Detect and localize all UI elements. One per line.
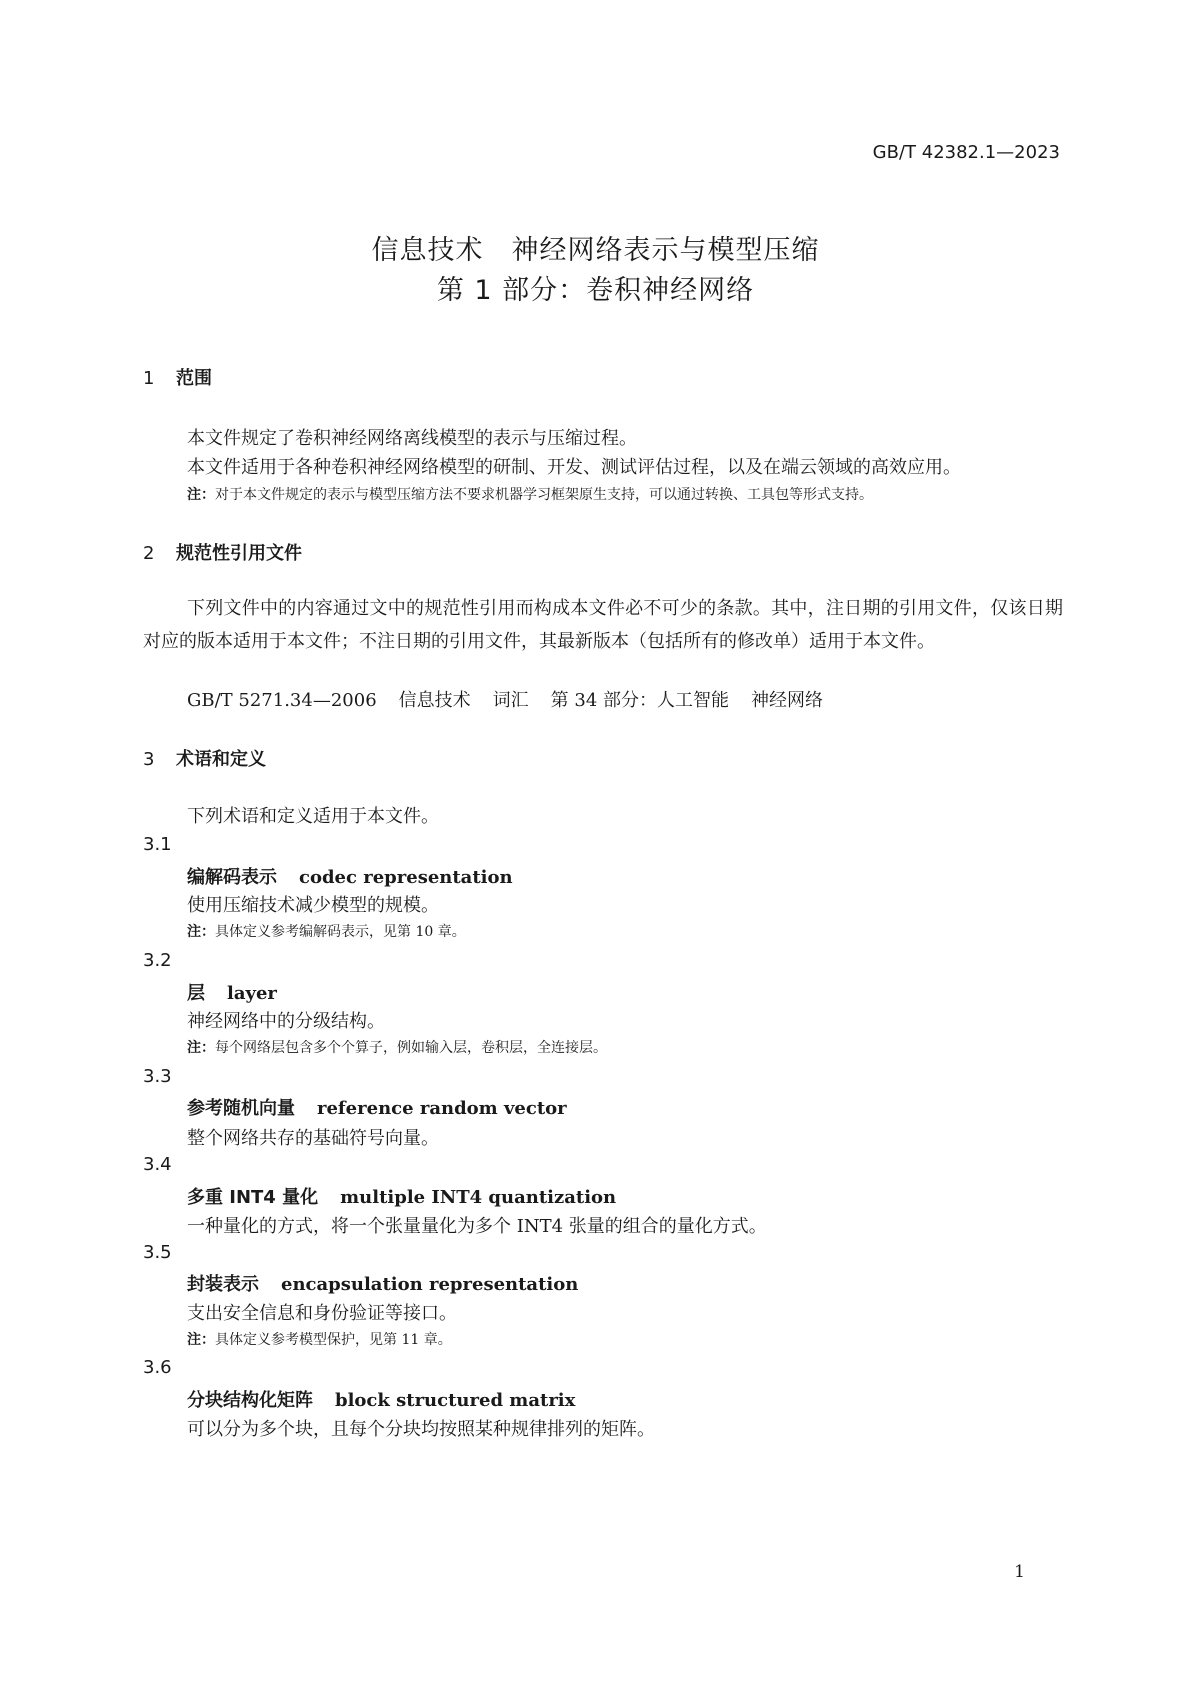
term-heading [187,1270,578,1296]
term-zh: 层 [187,983,205,1004]
paragraph: 下列文件中的内容通过文中的规范性引用而构成本文件必不可少的条款。其中，注日期的引用文件，仅该日期对应的版本适用于本文件；不注日期的引用文件，其最新版本（包括所有的修改单）适用于本文件。 [143,598,1063,652]
note [187,1037,607,1057]
reference-title-part: 第 34 部分：人工智能 [550,690,730,711]
term-heading [187,979,277,1005]
term-definition: 一种量化的方式，将一个张量量化为多个 INT4 张量的组合的量化方式。 [187,1216,767,1237]
term-en: reference random vector [317,1098,567,1119]
section-title: 术语和定义 [176,749,266,770]
term-definition: 神经网络中的分级结构。 [187,1011,385,1032]
note-label: 注： [187,1040,215,1056]
term-zh: 分块结构化矩阵 [187,1390,313,1411]
section-1-heading [143,364,212,390]
section-number: 2 [143,543,155,564]
term-definition: 支出安全信息和身份验证等接口。 [187,1303,457,1324]
reference-title-part: 词汇 [492,690,529,711]
term-definition: 使用压缩技术减少模型的规模。 [187,895,439,916]
term-number: 3.2 [143,950,172,971]
term-en: encapsulation representation [281,1274,579,1295]
term-heading [187,863,513,889]
note-label: 注： [187,1332,215,1348]
term-en: layer [227,983,277,1004]
term-definition: 可以分为多个块，且每个分块均按照某种规律排列的矩阵。 [187,1419,655,1440]
term-heading [187,1386,575,1412]
note-label: 注： [187,487,215,503]
paragraph: 下列术语和定义适用于本文件。 [187,806,439,827]
section-number: 1 [143,368,155,389]
term-zh: 参考随机向量 [187,1098,295,1119]
term-number: 3.1 [143,834,172,855]
page-number: 1 [1014,1562,1025,1582]
standard-code: GB/T 42382.1—2023 [872,142,1060,163]
term-number: 3.3 [143,1066,172,1087]
note-text: 具体定义参考模型保护，见第 11 章。 [215,1332,452,1348]
paragraph: 本文件规定了卷积神经网络离线模型的表示与压缩过程。 [187,428,637,449]
term-zh: 多重 INT4 量化 [187,1187,319,1208]
section-2-heading [143,539,302,565]
reference-title-part: 神经网络 [751,690,824,711]
term-heading [187,1183,616,1209]
note [187,1329,452,1349]
note [187,484,873,504]
section-number: 3 [143,749,155,770]
section-title: 范围 [176,368,212,389]
term-definition: 整个网络共存的基础符号向量。 [187,1128,439,1149]
reference-title-part: 信息技术 [398,690,471,711]
note-label: 注： [187,924,215,940]
note-text: 每个网络层包含多个个算子，例如输入层，卷积层，全连接层。 [215,1040,607,1056]
term-number: 3.4 [143,1154,172,1175]
term-heading [187,1094,567,1120]
term-en: block structured matrix [335,1390,576,1411]
term-en: multiple INT4 quantization [340,1187,617,1208]
term-number: 3.5 [143,1242,172,1263]
section-3-heading [143,745,266,771]
section-title: 规范性引用文件 [176,543,302,564]
document-title-line1: 信息技术 神经网络表示与模型压缩 [371,235,820,266]
reference-code: GB/T 5271.34—2006 [187,690,377,711]
paragraph: 本文件适用于各种卷积神经网络模型的研制、开发、测试评估过程，以及在端云领域的高效应用。 [187,457,961,478]
term-number: 3.6 [143,1357,172,1378]
document-title-line2: 第 1 部分：卷积神经网络 [436,275,755,306]
term-zh: 封装表示 [187,1274,259,1295]
term-en: codec representation [299,867,513,888]
note-text: 对于本文件规定的表示与模型压缩方法不要求机器学习框架原生支持，可以通过转换、工具包等形式支持。 [215,487,873,503]
note [187,921,466,941]
normative-reference [187,686,845,712]
note-text: 具体定义参考编解码表示，见第 10 章。 [215,924,466,940]
term-zh: 编解码表示 [187,867,277,888]
